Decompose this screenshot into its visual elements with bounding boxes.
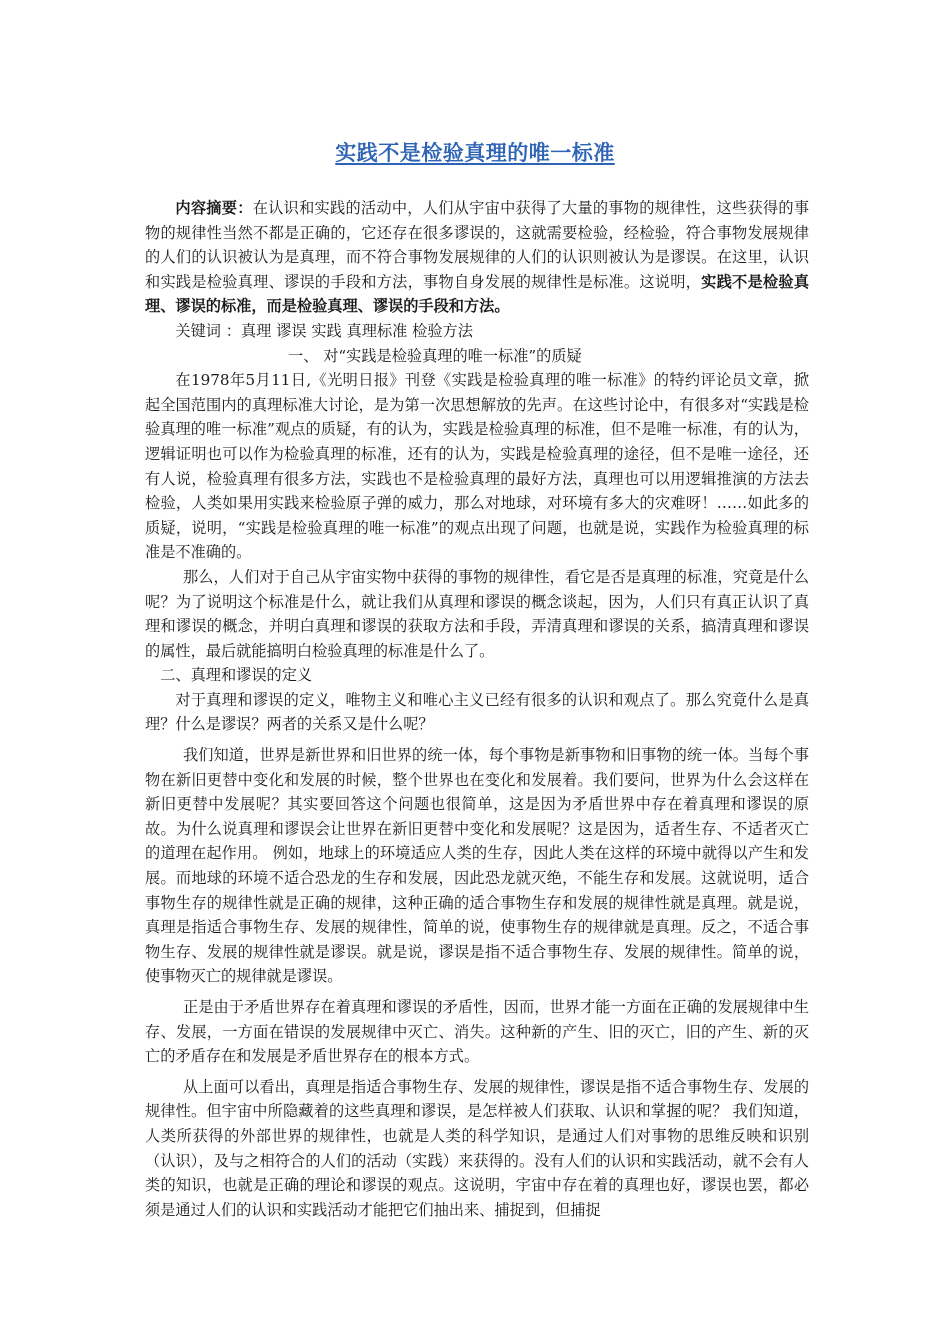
- section-2-paragraph: 对于真理和谬误的定义，唯物主义和唯心主义已经有很多的认识和观点了。那么究竟什么是真理？什么是谬误？两者的关系又是什么呢？: [145, 690, 809, 734]
- section-1-paragraph: 在1978年5月11日,《光明日报》刊登《实践是检验真理的唯一标准》的特约评论员文章，掀起全国范围内的真理标准大讨论，是为第一次思想解放的先声。在这些讨论中，有很多对“实践是检验真理的唯一标准”观点的质疑，有的认为，实践是检验真理的标准，但不是唯一标准，有的认为，逻辑证明也可以作为检验真理的标准，还有的认为，实践是检验真理的途径，但不是唯一途径，还有人说，检验真理有很多方法，实践也不是检验真理的最好方法，真理也可以用逻辑推演的方法去检验，人类如果用实践来检验原子弹的威力，那么对地球，对环境有多大的灾难呀！……如此多的质疑，说明，“实践是检验真理的唯一标准”的观点出现了问题，也就是说，实践作为检验真理的标准是不准确的。: [145, 371, 809, 562]
- abstract-paragraph: [145, 196, 809, 319]
- document-title: 实践不是检验真理的唯一标准: [335, 141, 615, 165]
- section-1-heading: 一、 对“实践是检验真理的唯一标准”的质疑: [288, 346, 582, 365]
- section-2-heading: 二、真理和谬误的定义: [160, 666, 313, 685]
- abstract-conclusion: 实践不是检验真理、谬误的标准，而是检验真理、谬误的手段和方法。: [145, 272, 810, 316]
- document-body: [145, 196, 809, 1222]
- abstract-label: 内容摘要：: [175, 199, 253, 217]
- section-2-paragraph: 我们知道，世界是新世界和旧世界的统一体，每个事物是新事物和旧事物的统一体。当每个事物在新旧更替中变化和发展的时候，整个世界也在变化和发展着。我们要问，世界为什么会这样在新旧更替中发展呢？其实要回答这个问题也很简单，这是因为矛盾世界中存在着真理和谬误的原故。为什么说真理和谬误会让世界在新旧更替中变化和发展呢？这是因为，适者生存、不适者灭亡的道理在起作用。 例如，地球上的环境适应人类的生存，因此人类在这样的环境中就得以产生和发展。而地球的环境不适合恐龙的生存和发展，因此恐龙就灭绝，不能生存和发展。这就说明，适合事物生存的规律性就是正确的规律，这种正确的适合事物生存和发展的规律性就是真理。就是说，真理是指适合事物生存、发展的规律性，简单的说，使事物生存的规律就是真理。反之，不适合事物生存、发展的规律性就是谬误。就是说，谬误是指不适合事物生存、发展的规律性。简单的说，使事物灭亡的规律就是谬误。: [145, 746, 809, 986]
- section-1-paragraph: 那么，人们对于自己从宇宙实物中获得的事物的规律性，看它是否是真理的标准，究竟是什么呢？为了说明这个标准是什么，就让我们从真理和谬误的概念谈起，因为，人们只有真正认识了真理和谬误的概念，并明白真理和谬误的获取方法和手段，弄清真理和谬误的关系，搞清真理和谬误的属性，最后就能搞明白检验真理的标准是什么了。: [145, 567, 809, 660]
- section-2-paragraph: 正是由于矛盾世界存在着真理和谬误的矛盾性，因而，世界才能一方面在正确的发展规律中生存、发展，一方面在错误的发展规律中灭亡、消失。这种新的产生、旧的灭亡，旧的产生、新的灭亡的矛盾存在和发展是矛盾世界存在的根本方式。: [145, 998, 809, 1066]
- abstract-text: 在认识和实践的活动中，人们从宇宙中获得了大量的事物的规律性，这些获得的事物的规律性当然不都是正确的，它还存在很多谬误的，这就需要检验，经检验，符合事物发展规律的人们的认识被认为是真理，而不符合事物发展规律的人们的认识则被认为是谬误。在这里，认识和实践是检验真理、谬误的手段和方法，事物自身发展的规律性是标准。这说明，: [145, 199, 810, 291]
- section-2-paragraph: 从上面可以看出，真理是指适合事物生存、发展的规律性，谬误是指不适合事物生存、发展的规律性。但宇宙中所隐藏着的这些真理和谬误，是怎样被人们获取、认识和掌握的呢？ 我们知道，人类所获得的外部世界的规律性，也就是人类的科学知识，是通过人们对事物的思维反映和识别（认识），及与之相符合的人们的活动（实践）来获得的。没有人们的认识和实践活动，就不会有人类的知识，也就是正确的理论和谬误的观点。这说明，宇宙中存在着的真理也好，谬误也罢，都必须是通过人们的认识和实践活动才能把它们抽出来、捕捉到，但捕捉: [145, 1077, 809, 1219]
- keywords-line: 关键词 ：真理 谬误 实践 真理标准 检验方法: [175, 321, 473, 340]
